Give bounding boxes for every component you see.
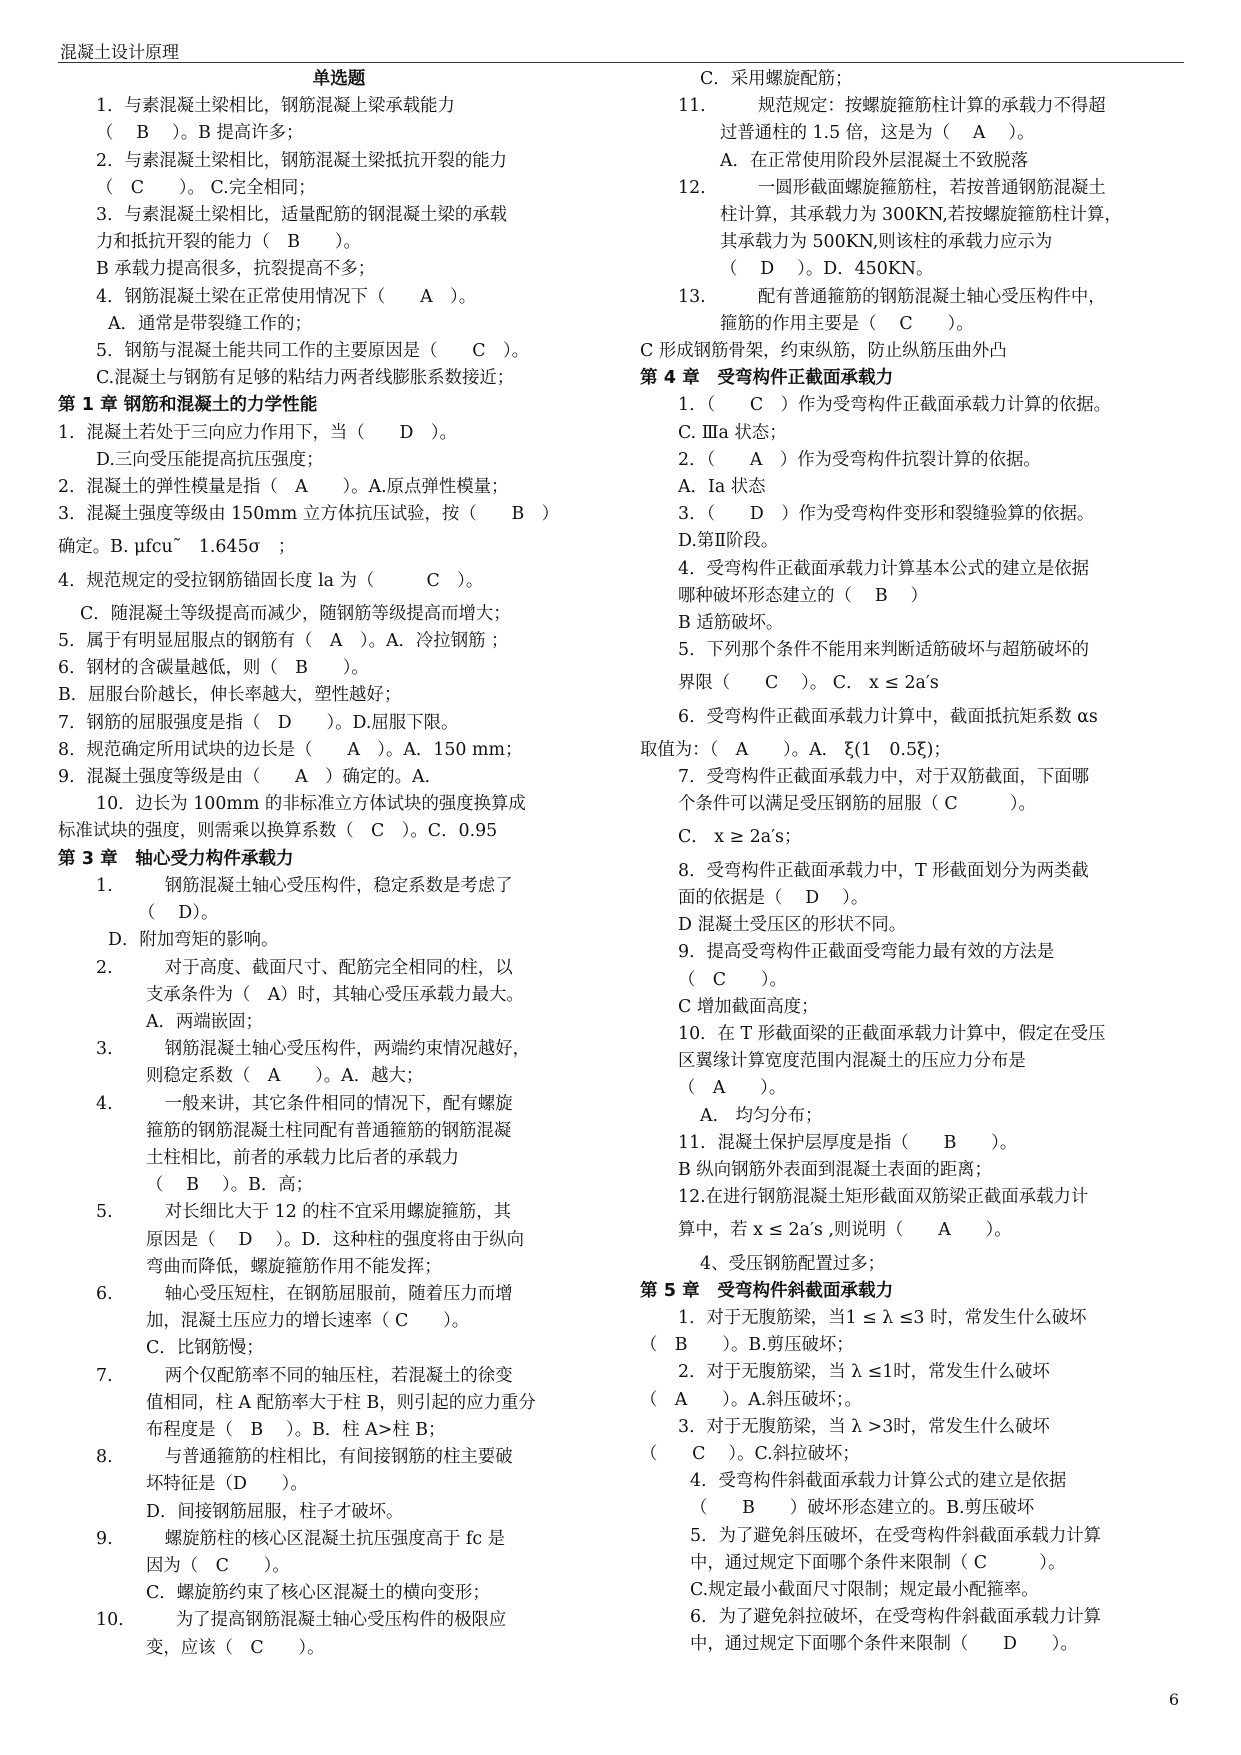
text-line: 箍筋的钢筋混凝土柱同配有普通箍筋的钢筋混凝 [146, 1120, 512, 1141]
text-line: 2．（ A ）作为受弯构件抗裂计算的依据。 [678, 449, 1041, 470]
text-line: 2．混凝土的弹性模量是指（ A ）。A.原点弹性模量； [58, 477, 509, 498]
text-line: 2．与素混凝土梁相比，钢筋混凝土梁抵抗开裂的能力 [96, 150, 508, 171]
section-heading: 单选题 [312, 69, 366, 89]
text-line: D．附加弯矩的影响。 [108, 930, 279, 951]
text-line: B 纵向钢筋外表面到混凝土表面的距离； [678, 1159, 992, 1180]
text-line: A. 均匀分布； [700, 1105, 823, 1126]
text-line: （ A ）。 [678, 1078, 787, 1099]
section-heading: 第 5 章 受弯构件斜截面承载力 [640, 1280, 894, 1301]
text-line: 1. 钢筋混凝土轴心受压构件，稳定系数是考虑了 [96, 875, 513, 896]
page-header: 混凝土设计原理 [60, 43, 179, 63]
text-line: 个条件可以满足受压钢筋的屈服（ C ）。 [678, 794, 1036, 815]
text-line: 6．为了避免斜拉破坏，在受弯构件斜截面承载力计算 [690, 1607, 1102, 1628]
text-line: 9．提高受弯构件正截面受弯能力最有效的方法是 [678, 942, 1055, 963]
text-line: 5．钢筋与混凝土能共同工作的主要原因是（ C ）。 [96, 341, 530, 362]
text-line: 10. 为了提高钢筋混凝土轴心受压构件的极限应 [96, 1610, 507, 1631]
text-line: 12.在进行钢筋混凝土矩形截面双筋梁正截面承载力计 [678, 1187, 1089, 1208]
text-line: 哪种破坏形态建立的（ B ） [678, 585, 928, 606]
text-line: 2. 对于高度、截面尺寸、配筋完全相同的柱，以 [96, 957, 513, 978]
text-line: （ B ）。B．高； [146, 1175, 314, 1196]
text-line: 10．在 T 形截面梁的正截面承载力计算中，假定在受压 [678, 1023, 1106, 1044]
text-line: 13. 配有普通箍筋的钢筋混凝土轴心受压构件中， [678, 286, 1106, 307]
text-line: 6. 轴心受压短柱，在钢筋屈服前，随着压力而增 [96, 1283, 513, 1304]
text-line: C 增加截面高度； [678, 996, 819, 1017]
text-line: 箍筋的作用主要是（ C ）。 [720, 313, 974, 334]
text-line: C.混凝土与钢筋有足够的粘结力两者线膨胀系数接近； [96, 368, 515, 389]
text-line: （ D ）。D．450KN。 [720, 259, 934, 280]
text-line: 取值为：（ A ）。A． ξ(1 0.5ξ)； [640, 739, 951, 760]
text-line: 4．钢筋混凝土梁在正常使用情况下（ A ）。 [96, 286, 477, 307]
text-line: 3．对于无腹筋梁，当 λ >3时，常发生什么破坏 [678, 1416, 1050, 1437]
section-heading: 第 4 章 受弯构件正截面承载力 [640, 368, 894, 389]
text-line: 算中，若 x ≤ 2a′s ,则说明（ A ）。 [678, 1220, 1012, 1241]
text-line: D 混凝土受压区的形状不同。 [678, 915, 907, 936]
text-line: 11. 规范规定：按螺旋箍筋柱计算的承载力不得超 [678, 96, 1106, 117]
text-line: 3．混凝土强度等级由 150mm 立方体抗压试验，按（ B ） [58, 504, 560, 525]
text-line: 10．边长为 100mm 的非标准立方体试块的强度换算成 [96, 794, 526, 815]
text-line: 值相同，柱 A 配筋率大于柱 B，则引起的应力重分 [146, 1392, 536, 1413]
text-line: 力和抵抗开裂的能力（ B ）。 [96, 232, 361, 253]
text-line: C．随混凝土等级提高而减少，随钢筋等级提高而增大； [80, 603, 511, 624]
text-line: 支承条件为（ A）时，其轴心受压承载力最大。 [146, 984, 524, 1005]
text-line: （ B ）破坏形态建立的。B.剪压破坏 [690, 1498, 1035, 1519]
text-line: 5．属于有明显屈服点的钢筋有（ A ）。A．冷拉钢筋 ； [58, 631, 509, 652]
text-line: 9. 螺旋筋柱的核心区混凝土抗压强度高于 fc 是 [96, 1528, 506, 1549]
text-line: 7．受弯构件正截面承载力中，对于双筋截面，下面哪 [678, 767, 1090, 788]
text-line: D.三向受压能提高抗压强度； [96, 449, 324, 470]
text-line: （ C ）。 C.完全相同； [96, 177, 316, 198]
text-line: 布程度是（ B ）。B．柱 A>柱 B； [146, 1419, 446, 1440]
text-line: 5．为了避免斜压破坏，在受弯构件斜截面承载力计算 [690, 1525, 1102, 1546]
text-line: A．通常是带裂缝工作的； [108, 313, 312, 334]
text-line: C. Ⅲa 状态； [678, 422, 787, 443]
text-line: 弯曲而降低，螺旋箍筋作用不能发挥； [146, 1256, 442, 1277]
text-line: （ B ）。B 提高许多； [96, 123, 304, 144]
text-line: （ B ）。B.剪压破坏； [640, 1335, 854, 1356]
text-line: 4. 一般来讲，其它条件相同的情况下，配有螺旋 [96, 1093, 513, 1114]
page-number: 6 [1168, 1690, 1179, 1709]
text-line: 6．受弯构件正截面承载力计算中，截面抵抗矩系数 αs [678, 706, 1098, 727]
text-line: 5．下列那个条件不能用来判断适筋破坏与超筋破坏的 [678, 640, 1090, 661]
text-line: D.第Ⅱ阶段。 [678, 531, 779, 552]
text-line: 土柱相比，前者的承载力比后者的承载力 [146, 1147, 460, 1168]
text-line: （ D）。 [138, 903, 219, 924]
text-line: 确定。B. μfcu˜ 1.645σ ； [58, 537, 296, 558]
text-line: C．比钢筋慢； [146, 1338, 264, 1359]
text-line: 1．混凝土若处于三向应力作用下，当（ D ）。 [58, 422, 457, 443]
right-column [640, 66, 1196, 1659]
text-line: 9．混凝土强度等级是由（ A ）确定的。A． [58, 767, 442, 788]
text-line: C.规定最小截面尺寸限制；规定最小配箍率。 [690, 1579, 1039, 1600]
text-line: 区翼缘计算宽度范围内混凝土的压应力分布是 [678, 1051, 1026, 1072]
text-line: 5. 对长细比大于 12 的柱不宜采用螺旋箍筋，其 [96, 1202, 511, 1223]
text-line: A．Ⅰa 状态 [678, 477, 766, 498]
text-line: 坏特征是（D ）。 [146, 1474, 308, 1495]
left-column [58, 66, 620, 1662]
text-line: 1．对于无腹筋梁，当1 ≤ λ ≤3 时，常发生什么破坏 [678, 1307, 1087, 1328]
text-line: 3．与素混凝土梁相比，适量配筋的钢混凝土梁的承载 [96, 205, 508, 226]
text-line: 4．受弯构件正截面承载力计算基本公式的建立是依据 [678, 558, 1090, 579]
text-line: 加，混凝土压应力的增长速率（ C ）。 [146, 1311, 470, 1332]
text-line: 界限（ C ）。 C． x ≤ 2a′s [678, 673, 939, 694]
text-line: C．采用螺旋配筋； [700, 69, 853, 89]
text-line: 1．（ C ）作为受弯构件正截面承载力计算的依据。 [678, 395, 1112, 416]
text-line: A．在正常使用阶段外层混凝土不致脱落 [720, 150, 1029, 171]
section-heading: 第 3 章 轴心受力构件承载力 [58, 848, 294, 869]
text-line: 4．规范规定的受拉钢筋锚固长度 la 为（ C ）。 [58, 570, 484, 591]
text-line: B 承载力提高很多，抗裂提高不多； [96, 259, 376, 280]
text-line: 6．钢材的含碳量越低，则（ B ）。 [58, 658, 369, 679]
text-line: 8. 与普通箍筋的柱相比，有间接钢筋的柱主要破 [96, 1447, 513, 1468]
text-line: 8．规范确定所用试块的边长是（ A ）。A．150 mm； [58, 739, 523, 760]
text-line: （ C ）。 [678, 969, 787, 990]
text-line: 12. 一圆形截面螺旋箍筋柱，若按普通钢筋混凝土 [678, 177, 1106, 198]
text-line: 面的依据是（ D ）。 [678, 887, 869, 908]
text-line: 2．对于无腹筋梁，当 λ ≤1时，常发生什么破坏 [678, 1362, 1050, 1383]
header-rule [58, 62, 1184, 63]
text-line: C．螺旋筋约束了核心区混凝土的横向变形； [146, 1583, 490, 1604]
text-line: C． x ≥ 2a′s； [678, 827, 802, 848]
text-line: 变，应该（ C ）。 [146, 1637, 325, 1658]
text-line: 中，通过规定下面哪个条件来限制（ C ）。 [690, 1552, 1066, 1573]
text-line: 7．钢筋的屈服强度是指（ D ）。D.屈服下限。 [58, 712, 459, 733]
text-line: B．屈服台阶越长，伸长率越大，塑性越好； [58, 685, 402, 706]
text-line: 柱计算，其承载力为 300KN,若按螺旋箍筋柱计算， [720, 205, 1122, 226]
text-line: （ A ）。A.斜压破坏；。 [640, 1389, 862, 1410]
section-heading: 第 1 章 钢筋和混凝土的力学性能 [58, 395, 318, 416]
text-line: 标准试块的强度，则需乘以换算系数（ C ）。C．0.95 [58, 821, 498, 842]
text-line: 中，通过规定下面哪个条件来限制（ D ）。 [690, 1634, 1078, 1655]
text-line: 过普通柱的 1.5 倍，这是为（ A ）。 [720, 123, 1035, 144]
text-line: D．间接钢筋屈服，柱子才破坏。 [146, 1501, 404, 1522]
text-line: 8．受弯构件正截面承载力中，T 形截面划分为两类截 [678, 860, 1089, 881]
text-line: 原因是（ D ）。D．这种柱的强度将由于纵向 [146, 1229, 525, 1250]
text-line: 则稳定系数（ A ）。A．越大； [146, 1066, 424, 1087]
text-line: 11．混凝土保护层厚度是指（ B ）。 [678, 1132, 1018, 1153]
text-line: 因为（ C ）。 [146, 1555, 290, 1576]
text-line: A．两端嵌固； [146, 1011, 263, 1032]
text-line: 7. 两个仅配筋率不同的轴压柱，若混凝土的徐变 [96, 1365, 513, 1386]
text-line: B 适筋破坏。 [678, 613, 784, 634]
text-line: 4．受弯构件斜截面承载力计算公式的建立是依据 [690, 1471, 1067, 1492]
text-line: 3．（ D ）作为受弯构件变形和裂缝验算的依据。 [678, 504, 1095, 525]
text-line: 3. 钢筋混凝土轴心受压构件，两端约束情况越好， [96, 1039, 530, 1060]
text-line: 其承载力为 500KN,则该柱的承载力应示为 [720, 232, 1053, 253]
text-line: C 形成钢筋骨架，约束纵筋，防止纵筋压曲外凸 [640, 341, 1007, 362]
text-line: 1．与素混凝土梁相比，钢筋混凝上梁承载能力 [96, 96, 455, 117]
text-line: （ C ）。C.斜拉破坏； [640, 1443, 860, 1464]
text-line: 4、受压钢筋配置过多； [700, 1253, 885, 1274]
